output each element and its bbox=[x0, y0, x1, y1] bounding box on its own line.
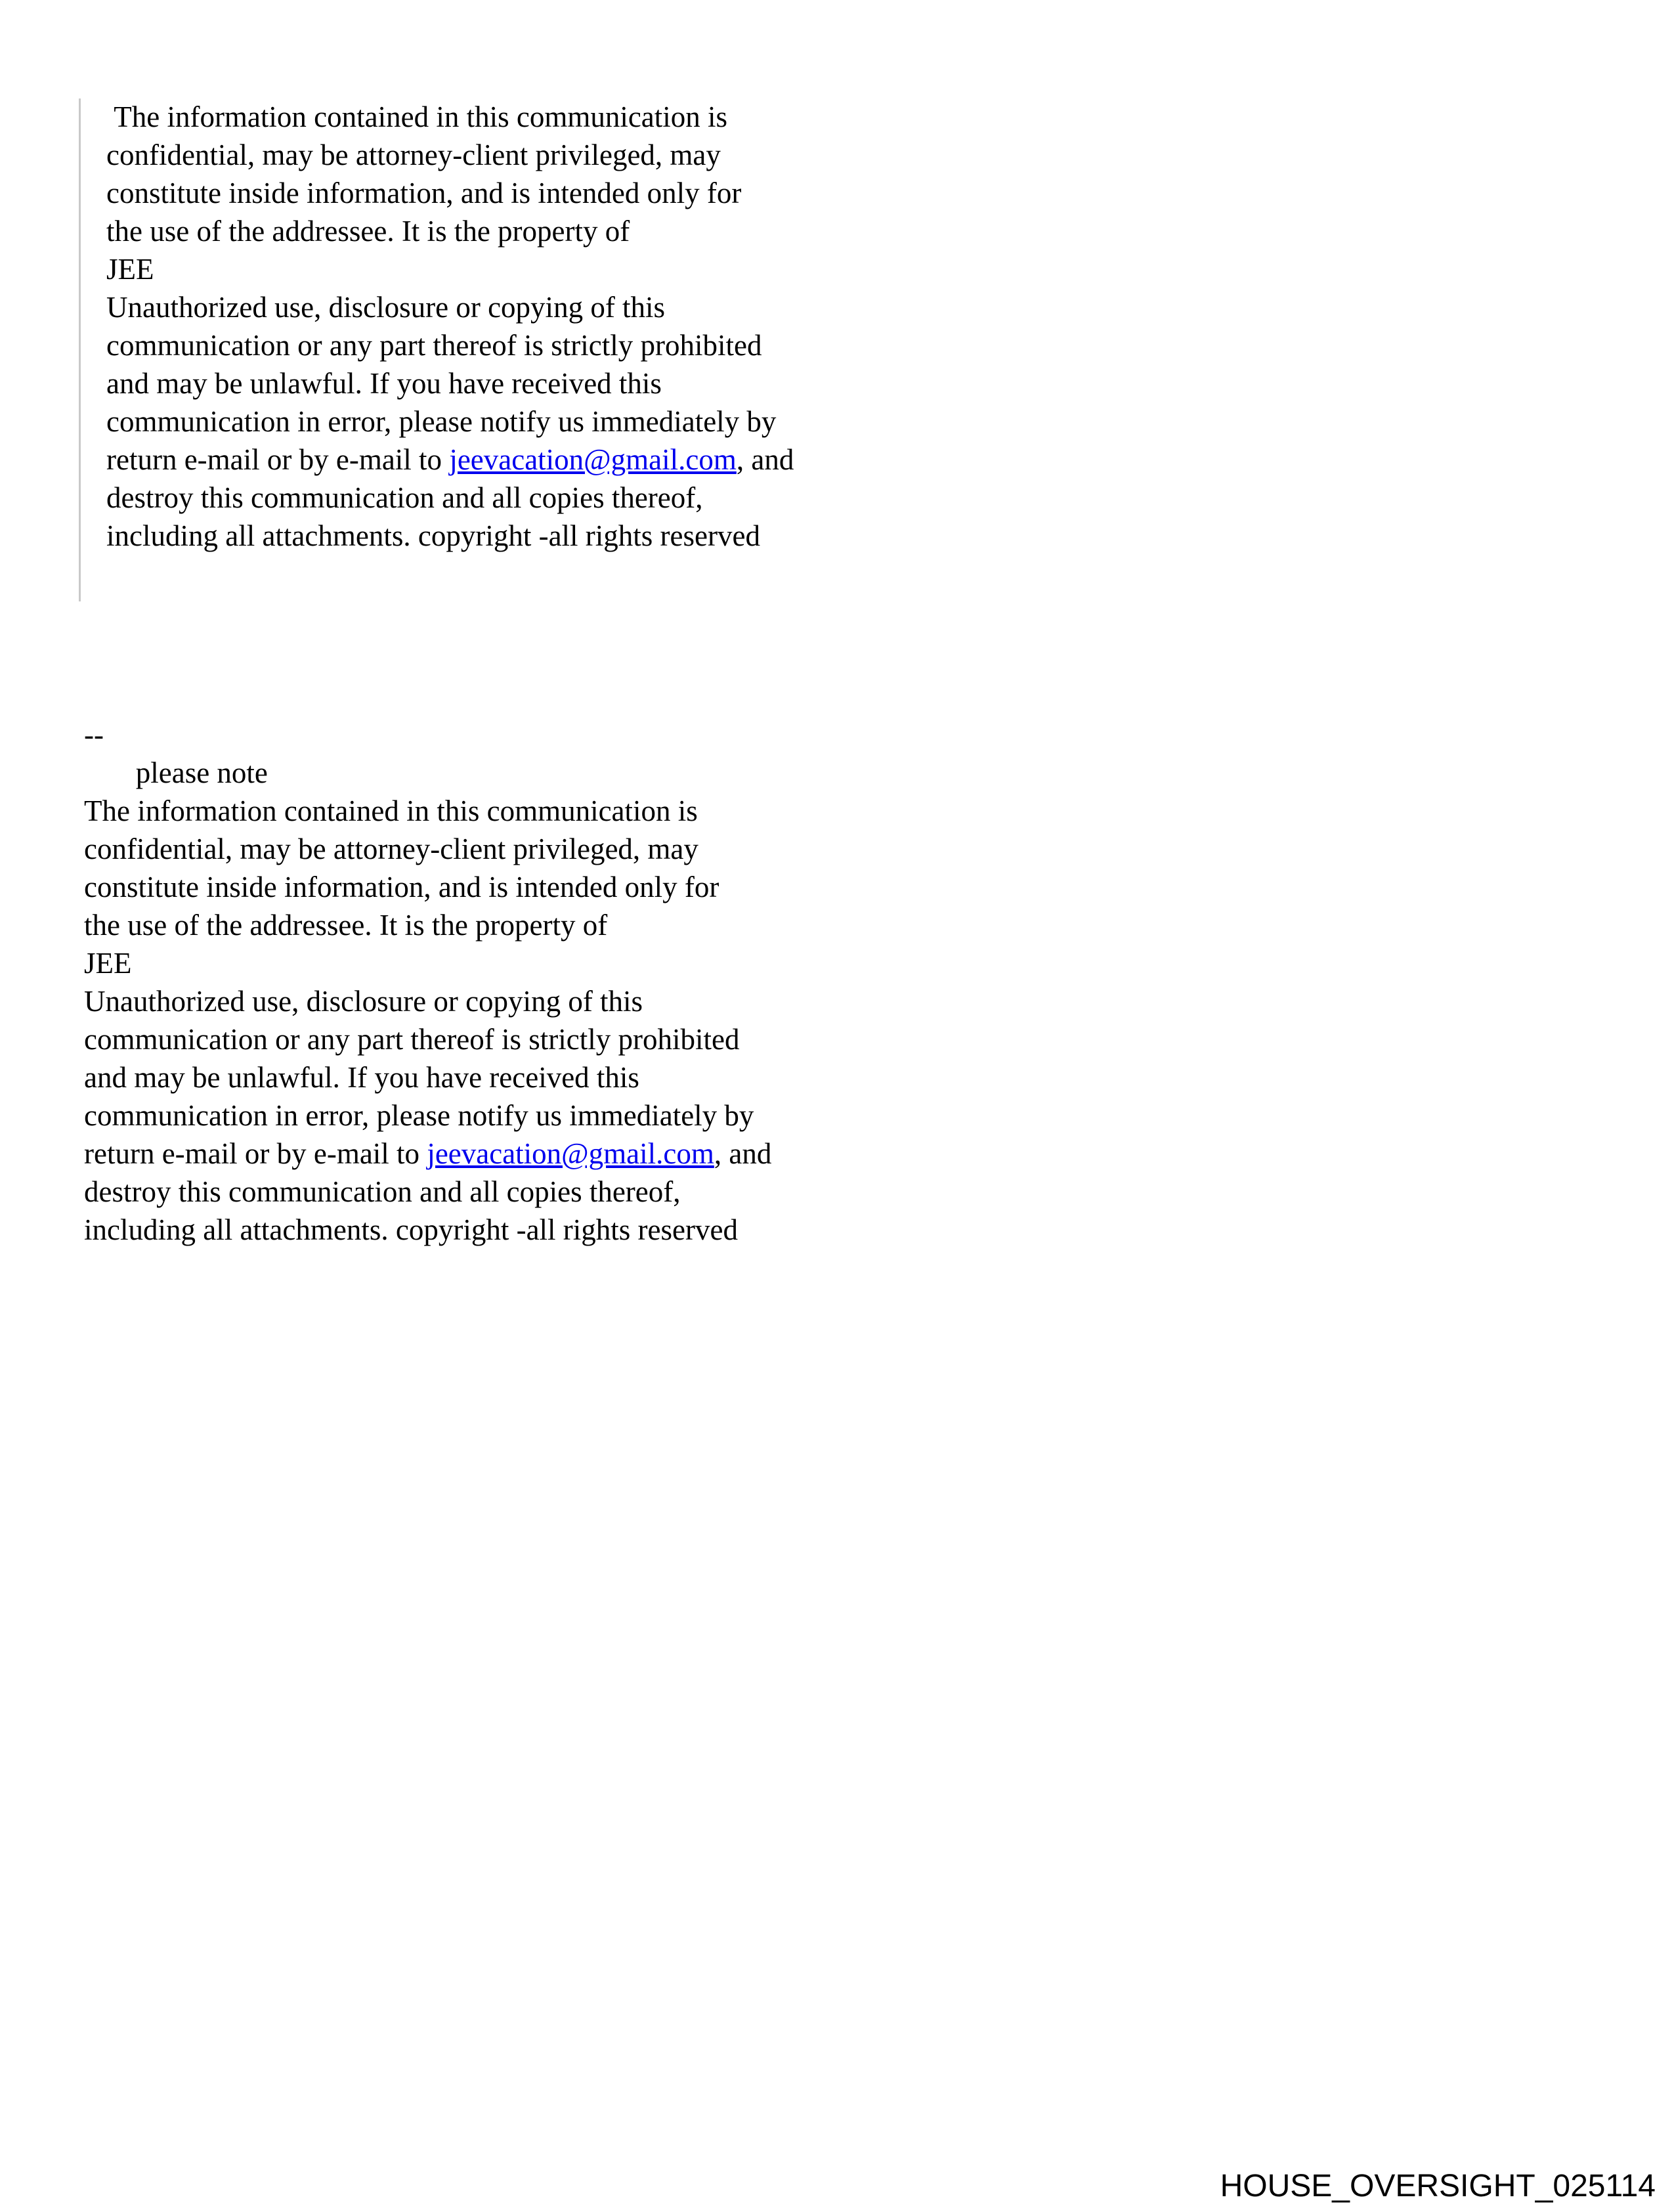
quoted-disclaimer-block bbox=[106, 98, 1025, 555]
text-line bbox=[84, 716, 1003, 754]
text-line bbox=[84, 1135, 1003, 1173]
text-line bbox=[84, 982, 1003, 1020]
text-segment: communication or any part thereof is strictly prohibited bbox=[84, 1023, 740, 1056]
text-line bbox=[106, 212, 1025, 250]
text-segment: communication in error, please notify us immediately by bbox=[106, 405, 777, 438]
text-segment: constitute inside information, and is intended only for bbox=[84, 871, 719, 903]
text-segment: return e-mail or by e-mail to bbox=[84, 1137, 427, 1170]
text-segment: Unauthorized use, disclosure or copying of this bbox=[106, 291, 666, 324]
text-segment: , and bbox=[714, 1137, 772, 1170]
text-line bbox=[106, 326, 1025, 364]
text-segment: constitute inside information, and is intended only for bbox=[106, 177, 742, 209]
bates-number: HOUSE_OVERSIGHT_025114 bbox=[1220, 2169, 1656, 2204]
text-segment: and may be unlawful. If you have received this bbox=[106, 367, 662, 400]
text-segment: return e-mail or by e-mail to bbox=[106, 443, 450, 476]
text-segment: JEE bbox=[106, 253, 154, 286]
text-segment: the use of the addressee. It is the property of bbox=[106, 215, 630, 248]
text-line bbox=[84, 1211, 1003, 1249]
email-link[interactable]: jeevacation@gmail.com bbox=[427, 1137, 714, 1170]
text-line bbox=[84, 944, 1003, 982]
text-line bbox=[106, 288, 1025, 326]
text-segment: please note bbox=[84, 756, 268, 789]
text-line bbox=[84, 754, 1003, 792]
signature-disclaimer-block bbox=[84, 716, 1003, 1249]
text-segment: communication or any part thereof is strictly prohibited bbox=[106, 329, 762, 362]
text-segment: the use of the addressee. It is the property of bbox=[84, 909, 608, 942]
text-line bbox=[106, 174, 1025, 212]
email-link[interactable]: jeevacation@gmail.com bbox=[449, 443, 737, 476]
text-line bbox=[106, 98, 1025, 136]
text-segment: -- bbox=[84, 718, 104, 751]
text-line bbox=[84, 868, 1003, 906]
text-line bbox=[106, 136, 1025, 174]
text-segment: The information contained in this communication is bbox=[84, 794, 698, 827]
text-line bbox=[106, 250, 1025, 288]
text-line bbox=[106, 364, 1025, 402]
text-segment: including all attachments. copyright -all rights reserved bbox=[106, 519, 760, 552]
text-line bbox=[84, 906, 1003, 944]
text-line bbox=[84, 1020, 1003, 1058]
text-segment: destroy this communication and all copies thereof, bbox=[106, 481, 703, 514]
text-line bbox=[84, 792, 1003, 830]
text-line bbox=[106, 441, 1025, 479]
text-line bbox=[106, 479, 1025, 517]
quote-bar bbox=[79, 98, 81, 601]
text-segment: communication in error, please notify us immediately by bbox=[84, 1099, 754, 1132]
text-segment: , and bbox=[736, 443, 794, 476]
text-line bbox=[84, 1096, 1003, 1135]
text-segment: including all attachments. copyright -all rights reserved bbox=[84, 1213, 738, 1246]
text-line bbox=[106, 402, 1025, 441]
text-segment: The information contained in this communication is bbox=[106, 100, 728, 133]
text-segment: confidential, may be attorney-client privileged, may bbox=[84, 833, 698, 865]
text-line bbox=[84, 1173, 1003, 1211]
text-segment: confidential, may be attorney-client privileged, may bbox=[106, 139, 721, 171]
text-line bbox=[84, 1058, 1003, 1096]
text-segment: JEE bbox=[84, 947, 132, 980]
text-segment: and may be unlawful. If you have received this bbox=[84, 1061, 639, 1094]
text-line bbox=[106, 517, 1025, 555]
text-segment: Unauthorized use, disclosure or copying of this bbox=[84, 985, 643, 1018]
text-segment: destroy this communication and all copies thereof, bbox=[84, 1175, 681, 1208]
text-line bbox=[84, 830, 1003, 868]
